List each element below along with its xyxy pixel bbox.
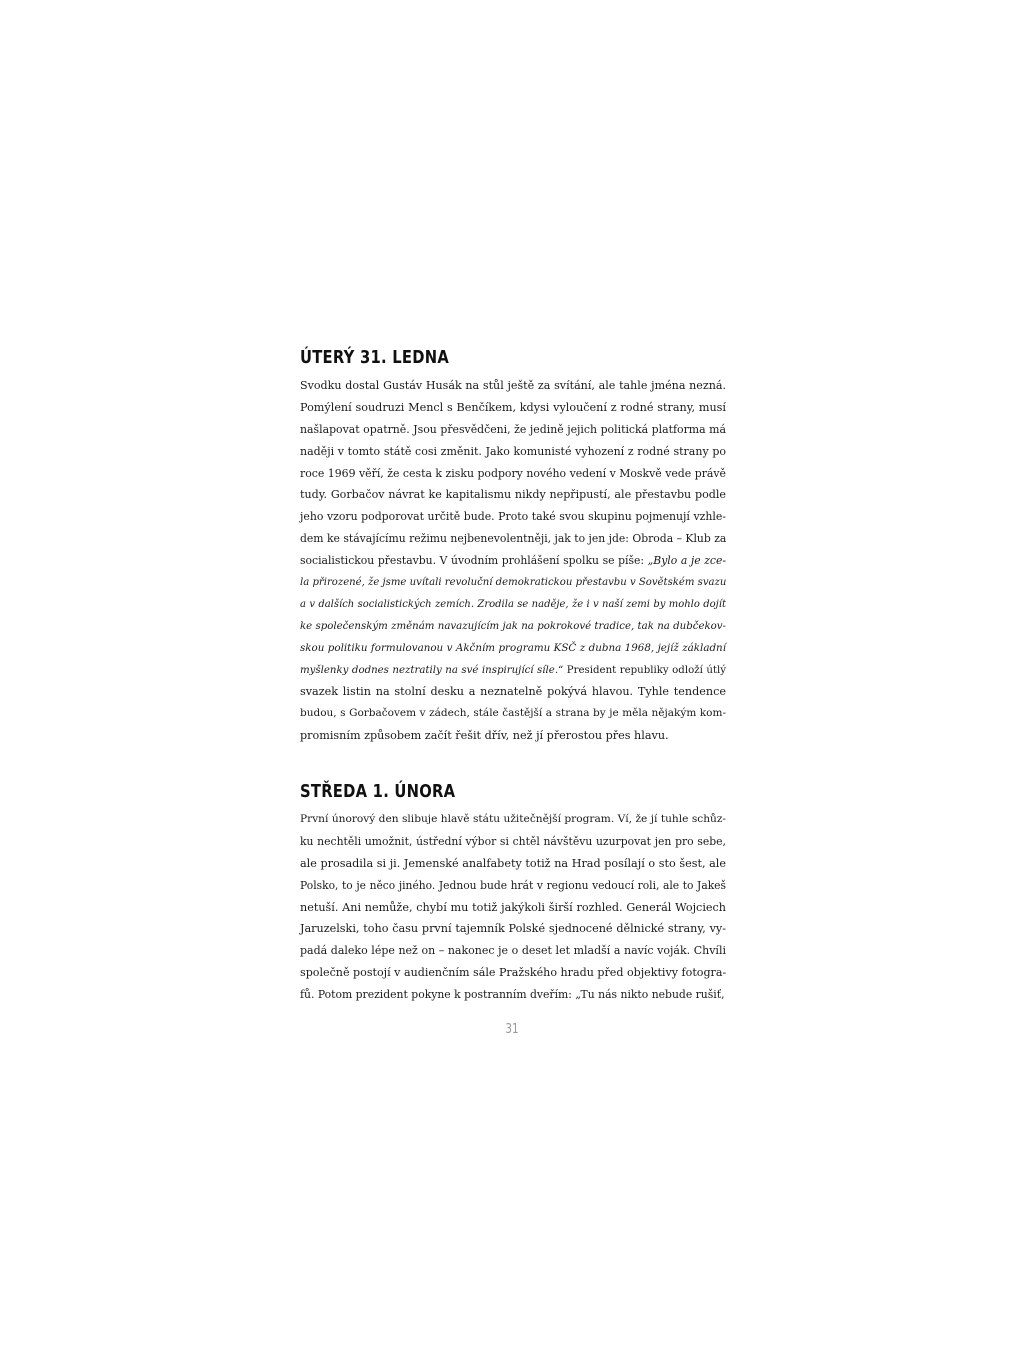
line-text: fů. Potom prezident pokyne k postranním dveřím: „Tu nás nikto nebude rušiť, — [300, 988, 725, 1002]
text-line — [300, 831, 726, 853]
text-line — [300, 681, 726, 703]
section-heading: ÚTERÝ 31. LEDNA — [300, 347, 450, 368]
text-line — [300, 984, 726, 1006]
line-text: netuší. Ani nemůže, chybí mu totiž jakýkoli širší rozhled. Generál Wojciech — [300, 900, 726, 914]
line-text: roce 1969 věří, že cesta k zisku podpory nového vedení v Moskvě vede právě — [300, 466, 726, 480]
text-line — [300, 616, 726, 638]
italic-quote-text: skou politiku formulovanou v Akčním programu KSČ z dubna 1968, jejíž základní — [300, 641, 726, 654]
text-line — [300, 572, 726, 594]
line-text: dem ke stávajícímu režimu nejbenevolentněji, jak to jen jde: Obroda – Klub za — [300, 532, 727, 546]
italic-quote-text: a v dalších socialistických zemích. Zrodila se naděje, že i v naší zemi by mohlo dojít — [300, 598, 726, 610]
line-text: budou, s Gorbačovem v zádech, stále častější a strana by je měla nějakým kom- — [300, 707, 726, 720]
italic-quote-text: „Bylo a je zce- — [647, 554, 726, 568]
italic-quote-text: la přirozené, že jsme uvítali revoluční demokratickou přestavbu v Sovětském svazu — [300, 577, 727, 589]
line-text: ku nechtěli umožnit, ústřední výbor si chtěl návštěvu uzurpovat jen pro sebe, — [300, 834, 726, 848]
text-line — [300, 725, 726, 747]
line-text: socialistickou přestavbu. V úvodním prohlášení spolku se píše: — [300, 554, 648, 568]
text-line — [300, 441, 726, 463]
line-text: našlapovat opatrně. Jsou přesvědčeni, že jedině jejich politická platforma má — [300, 422, 726, 436]
line-text: společně postojí v audienčním sále Pražského hradu před objektivy fotogra- — [300, 966, 727, 980]
text-line — [300, 660, 726, 682]
line-text: První únorový den slibuje hlavě státu užitečnější program. Ví, že jí tuhle schůz- — [300, 813, 726, 825]
text-line — [300, 703, 726, 725]
section-body — [300, 375, 726, 747]
line-text: Polsko, to je něco jiného. Jednou bude hrát v regionu vedoucí roli, ale to Jakeš — [300, 878, 726, 892]
line-text: Svodku dostal Gustáv Husák na stůl ještě za svítání, ale tahle jména nezná. — [300, 379, 726, 392]
text-line — [300, 638, 726, 660]
text-line — [300, 484, 726, 506]
italic-quote-text: myšlenky dodnes neztratily na své inspirující síle.“ — [300, 664, 564, 676]
line-text: President republiky odloží útlý — [563, 664, 727, 676]
text-line — [300, 397, 726, 419]
text-line — [300, 419, 726, 441]
text-line — [300, 897, 726, 919]
line-text: jeho vzoru podporovat určitě bude. Proto také svou skupinu pojmenují vzhle- — [300, 510, 726, 524]
text-line — [300, 506, 726, 528]
text-line — [300, 962, 726, 984]
text-line — [300, 528, 726, 550]
line-text: promisním způsobem začít řešit dřív, než jí přerostou přes hlavu. — [300, 729, 669, 743]
italic-quote-text: ke společenským změnám navazujícím jak na pokrokové tradice, tak na dubčekov- — [300, 620, 726, 632]
text-line — [300, 550, 726, 572]
line-text: naději v tomto státě cosi změnit. Jako komunisté vyhození z rodné strany po — [300, 444, 726, 458]
line-text: svazek listin na stolní desku a neznatelně pokývá hlavou. Tyhle tendence — [300, 685, 726, 699]
text-line — [300, 375, 726, 397]
section-tuesday-31-january — [300, 347, 726, 747]
line-text: Jaruzelski, toho času první tajemník Polské sjednocené dělnické strany, vy- — [300, 922, 726, 936]
section-wednesday-1-february — [300, 781, 726, 1006]
text-line — [300, 853, 726, 875]
text-line — [300, 809, 726, 831]
line-text: Pomýlení soudruzi Mencl s Benčíkem, kdysi vyloučení z rodné strany, musí — [300, 400, 726, 414]
text-line — [300, 875, 726, 897]
text-line — [300, 918, 726, 940]
text-line — [300, 594, 726, 616]
section-body — [300, 809, 726, 1006]
text-line — [300, 463, 726, 485]
page-number: 31 — [505, 1022, 519, 1037]
line-text: tudy. Gorbačov návrat ke kapitalismu nikdy nepřipustí, ale přestavbu podle — [300, 488, 726, 502]
section-heading: STŘEDA 1. ÚNORA — [300, 781, 456, 802]
line-text: ale prosadila si ji. Jemenské analfabety totiž na Hrad posílají o sto šest, ale — [300, 856, 726, 870]
line-text: padá daleko lépe než on – nakonec je o deset let mladší a navíc voják. Chvíli — [300, 944, 726, 958]
text-line — [300, 940, 726, 962]
